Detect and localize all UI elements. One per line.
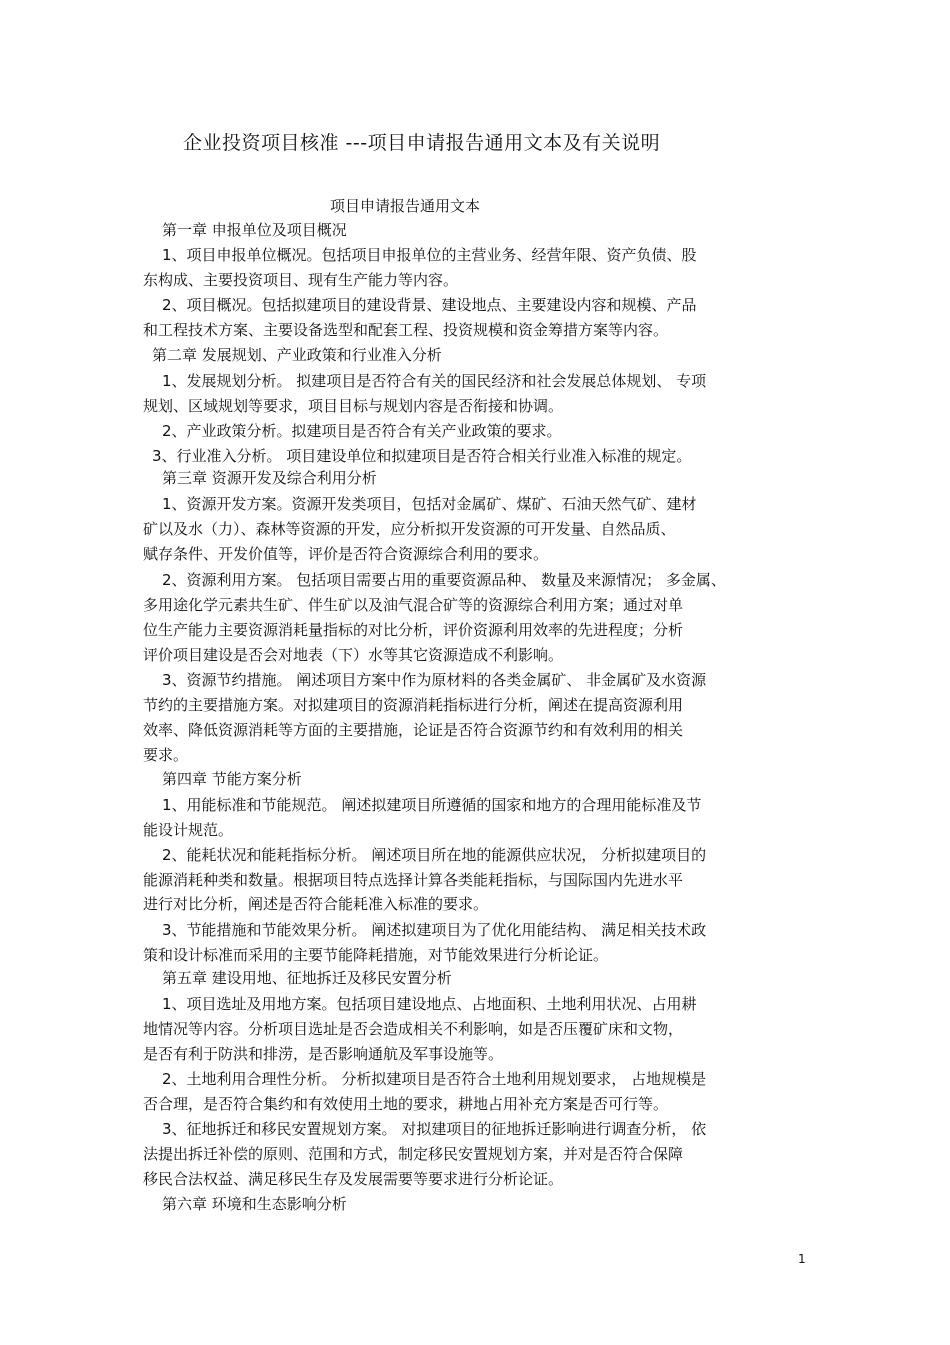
text-line: 3、征地拆迁和移民安置规划方案。 对拟建项目的征地拆迁影响进行调查分析， 依 (162, 1120, 707, 1138)
text-line: 能设计规范。 (143, 821, 234, 839)
text-line: 1、用能标准和节能规范。 阐述拟建项目所遵循的国家和地方的合理用能标准及节 (162, 796, 702, 814)
text-line: 3、行业准入分析。 项目建设单位和拟建项目是否符合相关行业准入标准的规定。 (152, 447, 692, 465)
chapter-heading-5: 第五章 建设用地、征地拆迁及移民安置分析 (162, 969, 452, 987)
text-line: 移民合法权益、满足移民生存及发展需要等要求进行分析论证。 (143, 1170, 564, 1188)
text-line: 1、资源开发方案。资源开发类项目，包括对金属矿、煤矿、石油天然气矿、建材 (162, 495, 697, 513)
chapter-heading-4: 第四章 节能方案分析 (162, 770, 302, 788)
text-line: 矿以及水（力）、森林等资源的开发，应分析拟开发资源的可开发量、自然品质、 (143, 520, 676, 538)
text-line: 3、资源节约措施。 阐述项目方案中作为原材料的各类金属矿、 非金属矿及水资源 (162, 671, 707, 689)
chapter-heading-3: 第三章 资源开发及综合利用分析 (162, 469, 377, 487)
text-line: 法提出拆迁补偿的原则、范围和方式，制定移民安置规划方案，并对是否符合保障 (143, 1145, 684, 1163)
text-line: 是否有利于防洪和排涝，是否影响通航及军事设施等。 (143, 1045, 504, 1063)
text-line: 2、产业政策分析。拟建项目是否符合有关产业政策的要求。 (162, 422, 562, 440)
document-title: 企业投资项目核准 ---项目申请报告通用文本及有关说明 (183, 132, 661, 154)
document-subtitle: 项目申请报告通用文本 (330, 197, 481, 215)
text-line: 和工程技术方案、主要设备选型和配套工程、投资规模和资金筹措方案等内容。 (143, 321, 669, 339)
text-line: 策和设计标准而采用的主要节能降耗措施，对节能效果进行分析论证。 (143, 946, 609, 964)
text-line: 东构成、主要投资项目、现有生产能力等内容。 (143, 271, 459, 289)
chapter-heading-2: 第二章 发展规划、产业政策和行业准入分析 (152, 346, 442, 364)
text-line: 赋存条件、开发价值等，评价是否符合资源综合利用的要求。 (143, 545, 549, 563)
chapter-heading-6: 第六章 环境和生态影响分析 (162, 1195, 347, 1213)
text-line: 能源消耗种类和数量。根据项目特点选择计算各类能耗指标，与国际国内先进水平 (143, 871, 684, 889)
text-line: 节约的主要措施方案。对拟建项目的资源消耗指标进行分析，阐述在提高资源利用 (143, 696, 684, 714)
text-line: 规划、区域规划等要求，项目目标与规划内容是否衔接和协调。 (143, 397, 564, 415)
text-line: 效率、降低资源消耗等方面的主要措施，论证是否符合资源节约和有效利用的相关 (143, 721, 684, 739)
text-line: 否合理，是否符合集约和有效使用土地的要求，耕地占用补充方案是否可行等。 (143, 1095, 669, 1113)
page-number: 1 (798, 1252, 806, 1266)
chapter-heading-1: 第一章 申报单位及项目概况 (162, 221, 347, 239)
text-line: 3、节能措施和节能效果分析。 阐述拟建项目为了优化用能结构、 满足相关技术政 (162, 921, 707, 939)
text-line: 评价项目建设是否会对地表（下）水等其它资源造成不利影响。 (143, 646, 564, 664)
text-line: 1、项目选址及用地方案。包括项目建设地点、占地面积、土地利用状况、占用耕 (162, 995, 697, 1013)
text-line: 要求。 (143, 746, 189, 764)
text-line: 进行对比分析，阐述是否符合能耗准入标准的要求。 (143, 895, 489, 913)
text-line: 2、资源利用方案。 包括项目需要占用的重要资源品种、 数量及来源情况； 多金属、 (162, 571, 726, 589)
text-line: 2、项目概况。包括拟建项目的建设背景、建设地点、主要建设内容和规模、产品 (162, 296, 697, 314)
text-line: 1、项目申报单位概况。包括项目申报单位的主营业务、经营年限、资产负债、股 (162, 246, 697, 264)
text-line: 2、土地利用合理性分析。 分析拟建项目是否符合土地利用规划要求， 占地规模是 (162, 1070, 707, 1088)
text-line: 1、发展规划分析。 拟建项目是否符合有关的国民经济和社会发展总体规划、 专项 (162, 372, 707, 390)
text-line: 多用途化学元素共生矿、伴生矿以及油气混合矿等的资源综合利用方案；通过对单 (143, 596, 684, 614)
text-line: 位生产能力主要资源消耗量指标的对比分析，评价资源利用效率的先进程度；分析 (143, 621, 684, 639)
text-line: 2、能耗状况和能耗指标分析。 阐述项目所在地的能源供应状况， 分析拟建项目的 (162, 846, 707, 864)
text-line: 地情况等内容。分析项目选址是否会造成相关不利影响，如是否压覆矿床和文物， (143, 1020, 684, 1038)
